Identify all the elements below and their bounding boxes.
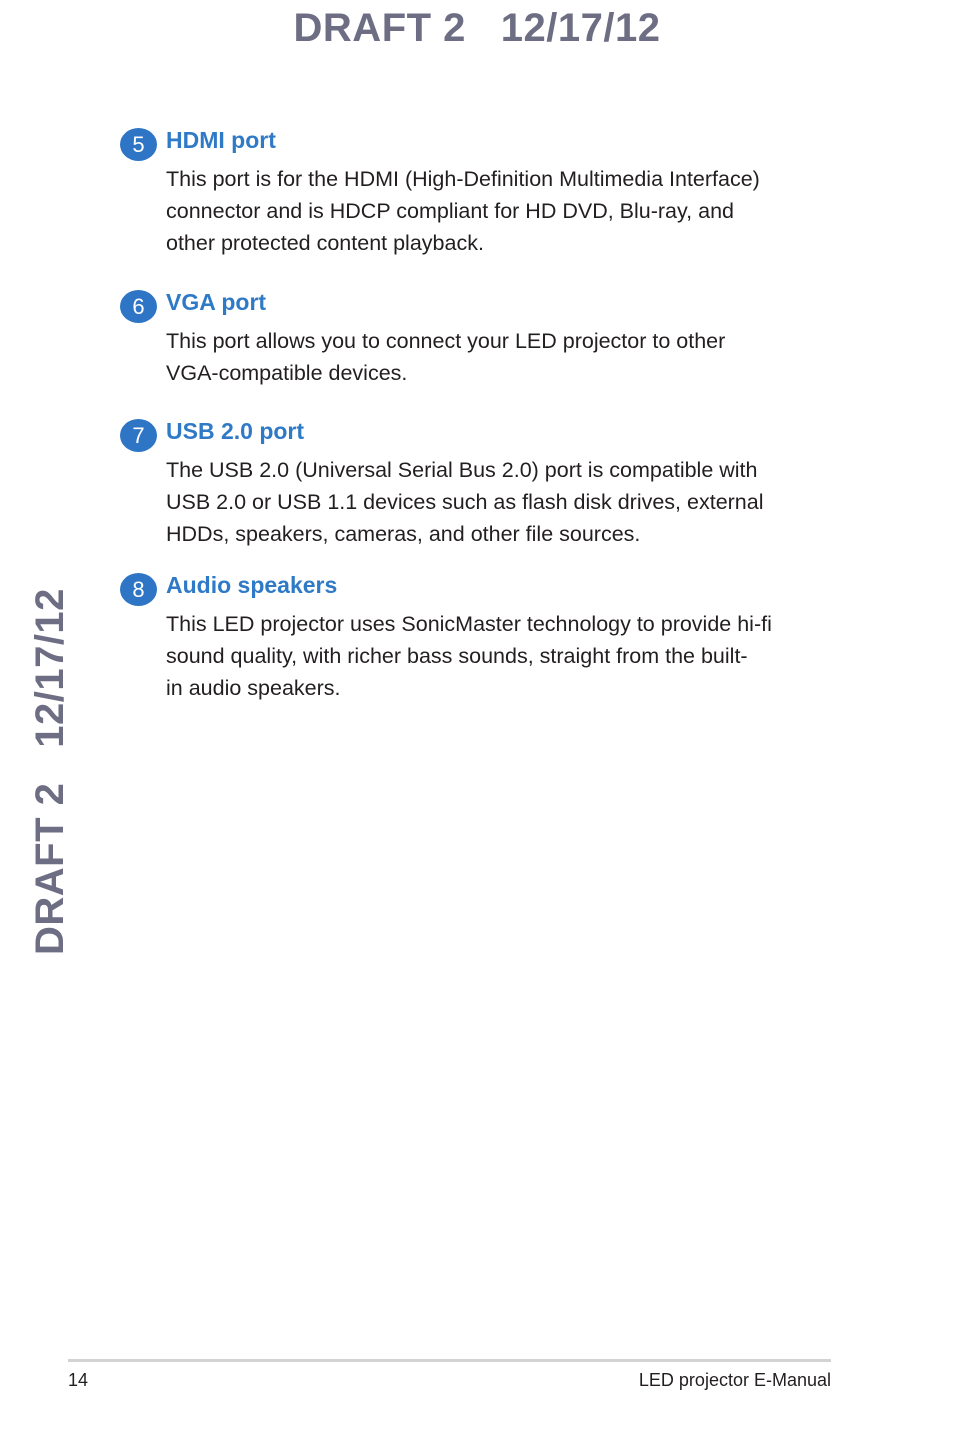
section-description: This LED projector uses SonicMaster technology to provide hi-fi sound quality, with richer bass sounds, straight from the built- in audio speakers. bbox=[166, 612, 772, 700]
section-heading: VGA port bbox=[166, 289, 267, 315]
footer-divider bbox=[68, 1359, 831, 1362]
section-number-badge: 7 bbox=[120, 419, 157, 452]
section-description: This port allows you to connect your LED projector to other VGA-compatible devices. bbox=[166, 329, 726, 385]
section-heading: HDMI port bbox=[166, 127, 276, 153]
section-number-badge: 6 bbox=[120, 290, 157, 323]
section-description: The USB 2.0 (Universal Serial Bus 2.0) port is compatible with USB 2.0 or USB 1.1 devices such as flash disk drives, external HDDs, speakers, cameras, and other file sources. bbox=[166, 458, 764, 546]
section-description: This port is for the HDMI (High-Definition Multimedia Interface) connector and is HDCP compliant for HD DVD, Blu-ray, and other protected content playback. bbox=[166, 167, 760, 255]
section-heading: USB 2.0 port bbox=[166, 418, 305, 444]
section-heading: Audio speakers bbox=[166, 572, 338, 598]
page-number: 14 bbox=[68, 1370, 89, 1390]
manual-title: LED projector E-Manual bbox=[638, 1370, 831, 1390]
draft-watermark-side: DRAFT 2 12/17/12 bbox=[28, 588, 72, 955]
section-number-badge: 8 bbox=[120, 573, 157, 606]
draft-watermark-top: DRAFT 2 12/17/12 bbox=[293, 6, 661, 50]
section-number-badge: 5 bbox=[120, 128, 157, 161]
